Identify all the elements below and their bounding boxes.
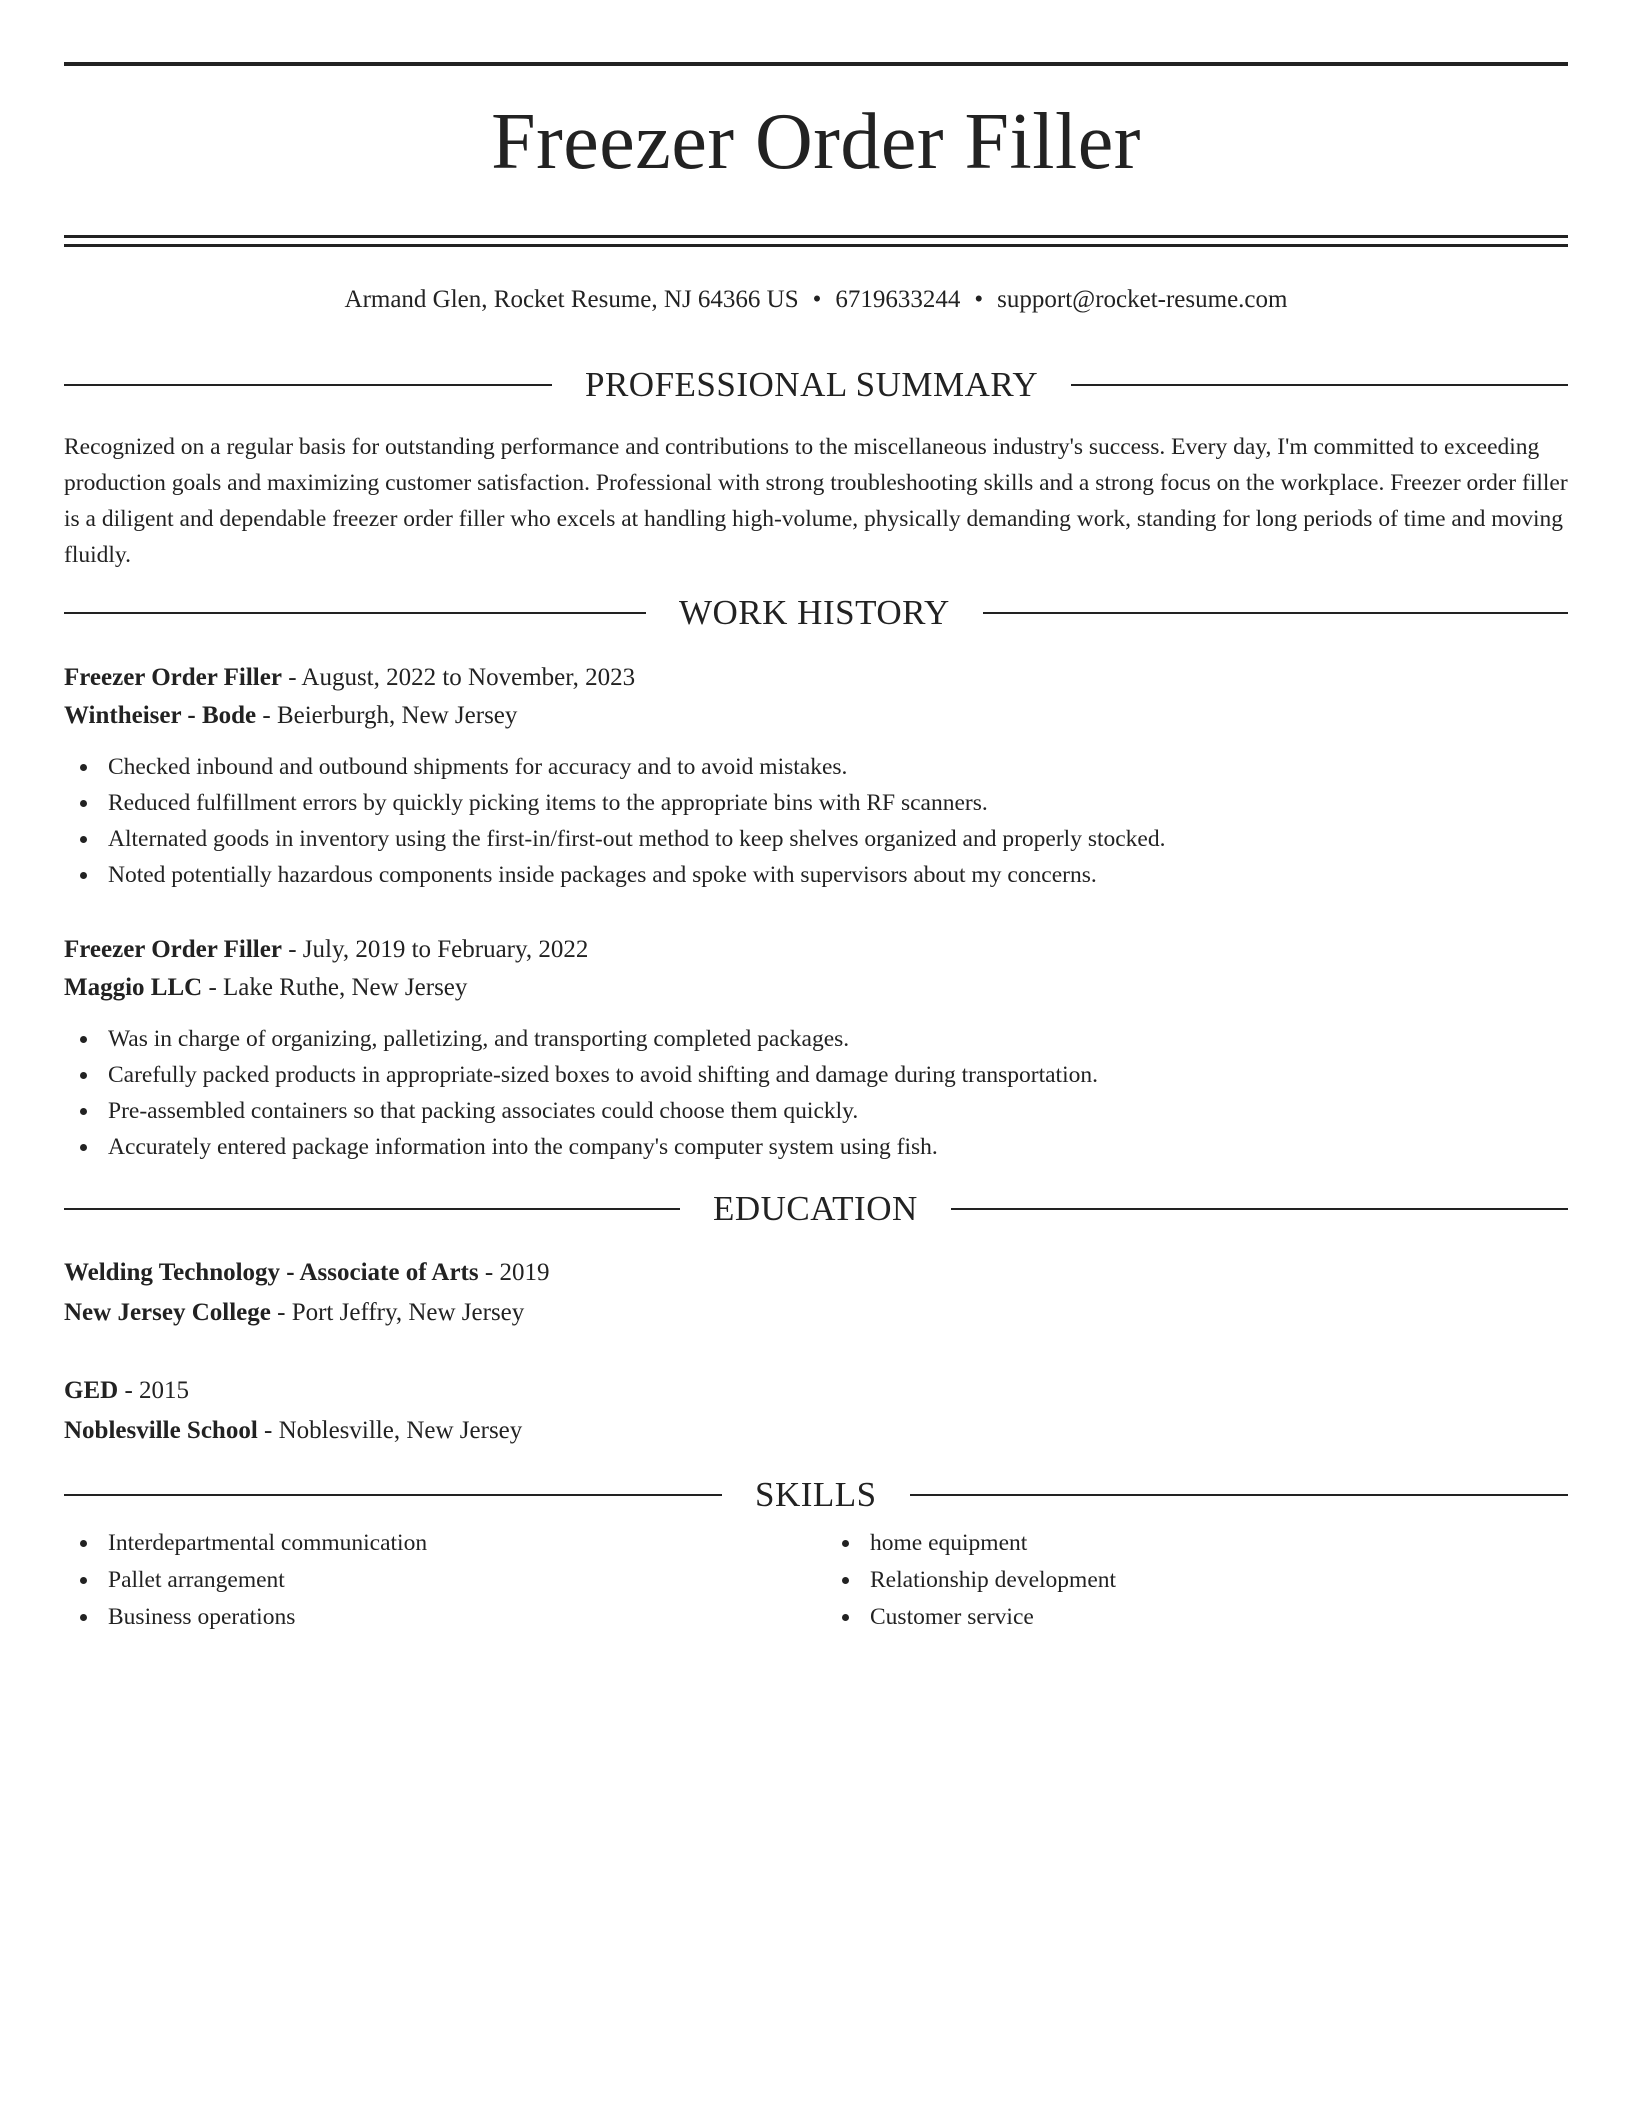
heading-rule-right [983,612,1568,614]
skill-item: Pallet arrangement [64,1562,806,1599]
job-company: Maggio LLC [64,974,203,1001]
school-location: - Port Jeffry, New Jersey [270,1299,525,1326]
job-dates: - July, 2019 to February, 2022 [281,936,589,963]
skills-list-right [826,1525,1568,1636]
job-title: Freezer Order Filler [64,936,282,963]
list-item: Noted potentially hazardous components inside packages and spoke with supervisors about my concerns. [64,857,1568,893]
degree-year: - 2019 [478,1259,550,1286]
education-entry [64,1371,1568,1451]
degree-line [64,1371,1568,1411]
degree: Welding Technology - Associate of Arts [64,1259,479,1286]
job-title-line [64,931,1568,969]
skill-item: Interdepartmental communication [64,1525,806,1562]
education-entry [64,1253,1568,1333]
list-item: Was in charge of organizing, palletizing, and transporting completed packages. [64,1021,1568,1057]
list-item: Accurately entered package information into the company's computer system using fish. [64,1129,1568,1165]
title-double-rule [64,235,1568,247]
list-item: Alternated goods in inventory using the first-in/first-out method to keep shelves organized and properly stocked. [64,821,1568,857]
contact-email: support@rocket-resume.com [997,286,1288,313]
heading-rule-right [951,1208,1568,1210]
skills-list-left [64,1525,806,1636]
school-line [64,1293,1568,1333]
skills-heading-label: SKILLS [755,1475,877,1514]
summary-paragraph: Recognized on a regular basis for outstanding performance and contributions to the miscellaneous industry's success. Every day, I'm committed to exceeding production goals and maximizing customer satisfaction. Professional with strong troubleshooting skills and a strong focus on the workplace. Freezer order filler is a diligent and dependable freezer order filler who excels at handling high-volume, physically demanding work, standing for long periods of time and moving fluidly. [64,434,1568,568]
list-item: Checked inbound and outbound shipments for accuracy and to avoid mistakes. [64,749,1568,785]
contact-separator: • [974,286,984,313]
heading-rule-right [910,1494,1568,1496]
top-rule [64,62,1568,66]
list-item: Carefully packed products in appropriate-sized boxes to avoid shifting and damage during transportation. [64,1057,1568,1093]
skill-item: home equipment [826,1525,1568,1562]
school-name: Noblesville School [64,1417,258,1444]
skills-section-heading [64,1475,1568,1515]
job-title: Freezer Order Filler [64,664,282,691]
heading-rule-left [64,384,552,386]
skills-grid [64,1525,1568,1636]
work-heading-label: WORK HISTORY [679,593,950,632]
job-entry [64,931,1568,1165]
heading-rule-left [64,1494,722,1496]
contact-phone: 6719633244 [835,286,961,313]
job-location: - Beierburgh, New Jersey [256,702,518,729]
summary-heading-label: PROFESSIONAL SUMMARY [585,365,1039,404]
degree-line [64,1253,1568,1293]
job-bullets [64,749,1568,893]
list-item: Pre-assembled containers so that packing associates could choose them quickly. [64,1093,1568,1129]
heading-rule-left [64,612,646,614]
summary-section-heading [64,365,1568,405]
job-entry [64,659,1568,893]
skill-item: Relationship development [826,1562,1568,1599]
job-bullets [64,1021,1568,1165]
job-company: Wintheiser - Bode [64,702,257,729]
list-item: Reduced fulfillment errors by quickly picking items to the appropriate bins with RF scanners. [64,785,1568,821]
contact-address: Armand Glen, Rocket Resume, NJ 64366 US [344,286,799,313]
education-section-heading [64,1189,1568,1229]
contact-line [64,283,1568,317]
school-location: - Noblesville, New Jersey [257,1417,523,1444]
skill-item: Customer service [826,1599,1568,1636]
school-name: New Jersey College [64,1299,271,1326]
heading-rule-left [64,1208,680,1210]
resume-title: Freezer Order Filler [491,98,1141,186]
work-section-heading [64,593,1568,633]
job-company-line [64,969,1568,1007]
contact-separator: • [812,286,822,313]
skill-item: Business operations [64,1599,806,1636]
school-line [64,1411,1568,1451]
education-heading-label: EDUCATION [713,1189,918,1228]
heading-rule-right [1071,384,1568,386]
job-title-line [64,659,1568,697]
degree-year: - 2015 [118,1377,190,1404]
degree: GED [64,1377,119,1404]
job-dates: - August, 2022 to November, 2023 [281,664,636,691]
job-location: - Lake Ruthe, New Jersey [202,974,468,1001]
job-company-line [64,697,1568,735]
